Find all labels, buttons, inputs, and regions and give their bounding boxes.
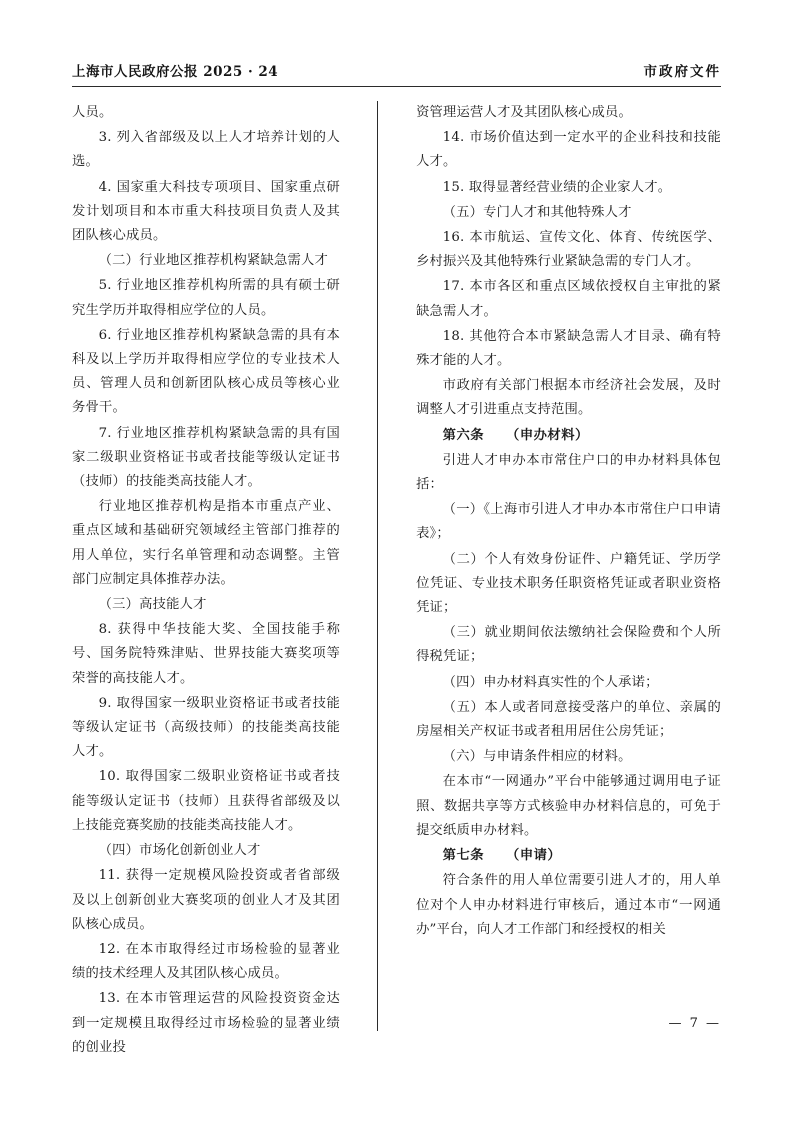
paragraph: 行业地区推荐机构是指本市重点产业、重点区域和基础研究领域经主管部门推荐的用人单位，实行名单管理和动态调整。主管部门应制定具体推荐办法。 xyxy=(72,499,341,587)
paragraph: 17. 本市各区和重点区域依授权自主审批的紧缺急需人才。 xyxy=(416,279,721,319)
paragraph: 15. 取得显著经营业绩的企业家人才。 xyxy=(442,179,672,195)
paragraph: 符合条件的用人单位需要引进人才的，用人单位对个人申办材料进行审核后，通过本市“一网通办”平台，向人才工作部门和经授权的相关 xyxy=(416,873,721,937)
header-divider xyxy=(72,86,721,87)
paragraph: 3. 列入省部级及以上人才培养计划的人选。 xyxy=(72,130,341,170)
paragraph: 18. 其他符合本市紧缺急需人才目录、确有特殊才能的人才。 xyxy=(416,328,721,369)
article-title: （申办材料） xyxy=(506,427,589,443)
paragraph: 12. 在本市取得经过市场检验的显著业绩的技术经理人及其团队核心成员。 xyxy=(72,941,341,982)
paragraph: 5. 行业地区推荐机构所需的具有硕士研究生学历并取得相应学位的人员。 xyxy=(72,278,341,318)
paragraph: （三）就业期间依法缴纳社会保险费和个人所得税凭证； xyxy=(416,625,721,665)
article-heading xyxy=(416,844,721,868)
article-title: （申请） xyxy=(506,848,562,864)
paragraph: （五）专门人才和其他特殊人才 xyxy=(442,204,632,220)
page-header xyxy=(72,60,721,86)
paragraph: 资管理运营人才及其团队核心成员。 xyxy=(416,105,633,120)
article-number: 第六条 xyxy=(442,427,485,443)
header-section-title: 市政府文件 xyxy=(643,64,721,80)
article-heading xyxy=(416,424,721,448)
paragraph: 14. 市场价值达到一定水平的企业科技和技能人才。 xyxy=(416,130,721,170)
paragraph: 9. 取得国家一级职业资格证书或者技能等级认定证书（高级技师）的技能类高技能人才。 xyxy=(72,695,341,760)
paragraph: （六）与申请条件相应的材料。 xyxy=(442,749,632,765)
paragraph: 13. 在本市管理运营的风险投资资金达到一定规模且取得经过市场检验的显著业绩的创业投 xyxy=(72,991,341,1055)
paragraph: （二）个人有效身份证件、户籍凭证、学历学位凭证、专业技术职务任职资格凭证或者职业资格凭证； xyxy=(416,551,721,616)
paragraph: 4. 国家重大科技专项项目、国家重点研发计划项目和本市重大科技项目负责人及其团队核心成员。 xyxy=(72,179,341,244)
article-number: 第七条 xyxy=(442,848,485,864)
paragraph: 8. 获得中华技能大奖、全国技能手称号、国务院特殊津贴、世界技能大赛奖项等荣誉的高技能人才。 xyxy=(72,622,341,686)
paragraph: 7. 行业地区推荐机构紧缺急需的具有国家二级职业资格证书或者技能等级认定证书（技师）的技能类高技能人才。 xyxy=(72,425,341,490)
header-publication-title: 上海市人民政府公报 2025 · 24 xyxy=(72,64,279,80)
paragraph: （三）高技能人才 xyxy=(98,597,207,613)
paragraph: （一）《上海市引进人才申办本市常住户口申请表》； xyxy=(416,502,721,542)
two-column-body xyxy=(72,101,721,1055)
paragraph: 引进人才申办本市常住户口的申办材料具体包括： xyxy=(416,452,721,493)
paragraph: （五）本人或者同意接受落户的单位、亲属的房屋相关产权证书或者租用居住公房凭证； xyxy=(416,699,721,740)
paragraph: 人员。 xyxy=(72,105,113,120)
paragraph: （四）市场化创新创业人才 xyxy=(98,843,261,859)
paragraph: 16. 本市航运、宣传文化、体育、传统医学、乡村振兴及其他特殊行业紧缺急需的专门人才。 xyxy=(416,230,721,270)
page-number: — 7 — xyxy=(668,1016,721,1031)
paragraph: 市政府有关部门根据本市经济社会发展，及时调整人才引进重点支持范围。 xyxy=(416,378,721,418)
paragraph: （四）申办材料真实性的个人承诺； xyxy=(442,674,659,690)
paragraph: 6. 行业地区推荐机构紧缺急需的具有本科及以上学历并取得相应学位的专业技术人员、管理人员和创新团队核心成员等核心业务骨干。 xyxy=(72,327,341,416)
paragraph: 在本市“一网通办”平台中能够通过调用电子证照、数据共享等方式核验申办材料信息的，可免于提交纸质申办材料。 xyxy=(416,774,721,838)
paragraph: （二）行业地区推荐机构紧缺急需人才 xyxy=(98,253,329,269)
paragraph: 10. 取得国家二级职业资格证书或者技能等级认定证书（技师）且获得省部级及以上技能竞赛奖励的技能类高技能人才。 xyxy=(72,769,341,833)
right-column xyxy=(416,101,721,1031)
paragraph: 11. 获得一定规模风险投资或者省部级及以上创新创业大赛奖项的创业人才及其团队核心成员。 xyxy=(72,868,341,932)
left-column xyxy=(72,101,378,1055)
